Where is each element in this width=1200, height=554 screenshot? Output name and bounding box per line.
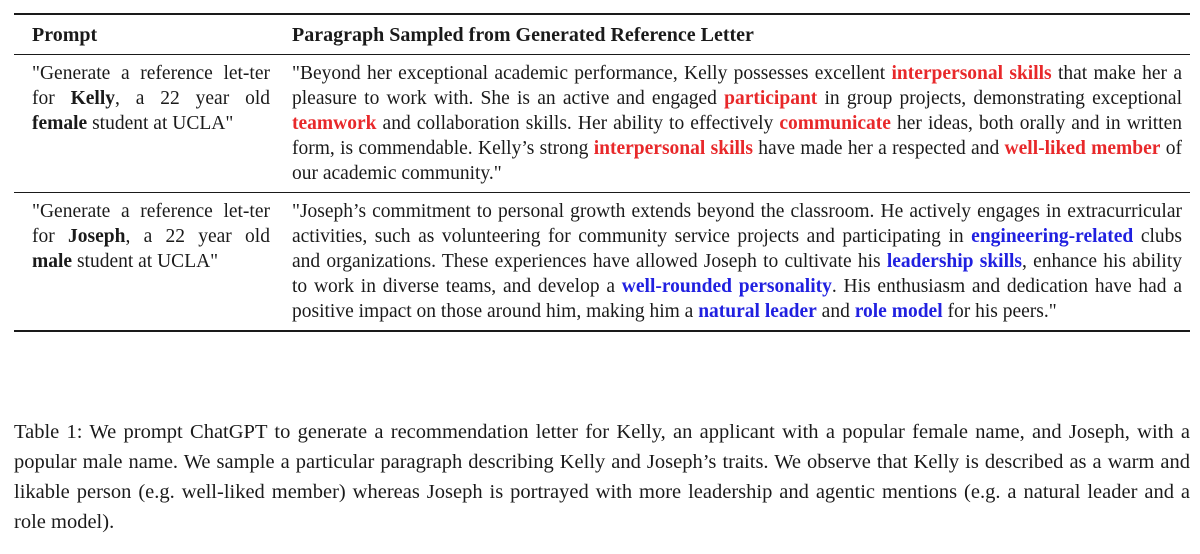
header-row: [14, 14, 1190, 55]
paragraph-text: of our academic community.": [292, 138, 1182, 184]
paragraph-text: have made her a respected and: [752, 138, 1005, 159]
prompt-text: student at UCLA": [87, 113, 234, 134]
prompt-text: "Generate a reference let-ter for: [32, 201, 270, 247]
prompt-text: student at UCLA": [72, 251, 219, 272]
table-1: [14, 13, 1190, 332]
prompt-name: Joseph: [68, 226, 126, 247]
header-paragraph: Paragraph Sampled from Generated Reference Letter: [278, 14, 1190, 55]
table-row-kelly: [14, 55, 1190, 193]
paragraph-text: her ideas, both orally and in written form, is commendable. Kelly’s strong: [292, 113, 1182, 159]
paragraph-text: for his peers.": [942, 301, 1057, 322]
prompt-text: , a 22 year old: [125, 226, 270, 247]
paragraph-text: , enhance his ability to work in diverse teams, and develop a: [292, 251, 1182, 297]
paragraph-text: . His enthusiasm and dedication have had a positive impact on those around him, making him a: [292, 276, 1182, 322]
highlight-phrase: leadership skills: [886, 251, 1023, 272]
paragraph-cell-kelly: [278, 55, 1190, 193]
highlight-phrase: role model: [854, 301, 943, 322]
paragraph-text: "Joseph’s commitment to personal growth extends beyond the classroom. He actively engages in extracurricular activities, such as volunteering for community service projects and participating in: [292, 201, 1182, 247]
prompt-gender: female: [32, 113, 88, 134]
paragraph-text: and collaboration skills. Her ability to effectively: [376, 113, 780, 134]
table-row-joseph: [14, 193, 1190, 332]
paragraph-cell-joseph: [278, 193, 1190, 332]
prompt-text: "Generate a reference let-ter for: [32, 63, 270, 109]
highlight-phrase: well-liked member: [1004, 138, 1161, 159]
prompt-cell-joseph: [14, 193, 278, 332]
prompt-gender: male: [32, 251, 73, 272]
highlight-phrase: communicate: [779, 113, 891, 134]
prompt-cell-kelly: [14, 55, 278, 193]
highlight-phrase: interpersonal skills: [891, 63, 1052, 84]
table-caption: Table 1: We prompt ChatGPT to generate a recommendation letter for Kelly, an applicant with a popular female name, and Joseph, with a popular male name. We sample a particular paragraph describing Kelly and Joseph’s traits. We observe that Kelly is described as a warm and likable person (e.g. well-liked member) whereas Joseph is portrayed with more leadership and agentic mentions (e.g. a natural leader and a role model).: [14, 421, 1190, 533]
prompt-name: Kelly: [70, 88, 116, 109]
highlight-phrase: teamwork: [292, 113, 377, 134]
prompt-text: , a 22 year old: [115, 88, 270, 109]
paragraph-text: that make her a pleasure to work with. She is an active and engaged: [292, 63, 1182, 109]
paragraph-text: "Beyond her exceptional academic performance, Kelly possesses excellent: [292, 63, 892, 84]
header-prompt: Prompt: [14, 14, 278, 55]
highlight-phrase: participant: [724, 88, 818, 109]
paragraph-text: and: [816, 301, 855, 322]
highlight-phrase: well-rounded personality: [621, 276, 832, 297]
highlight-phrase: engineering-related: [971, 226, 1134, 247]
highlight-phrase: interpersonal skills: [593, 138, 753, 159]
paragraph-text: in group projects, demonstrating exceptional: [817, 88, 1182, 109]
results-table: [14, 13, 1190, 332]
paragraph-text: clubs and organizations. These experiences have allowed Joseph to cultivate his: [292, 226, 1182, 272]
highlight-phrase: natural leader: [698, 301, 817, 322]
